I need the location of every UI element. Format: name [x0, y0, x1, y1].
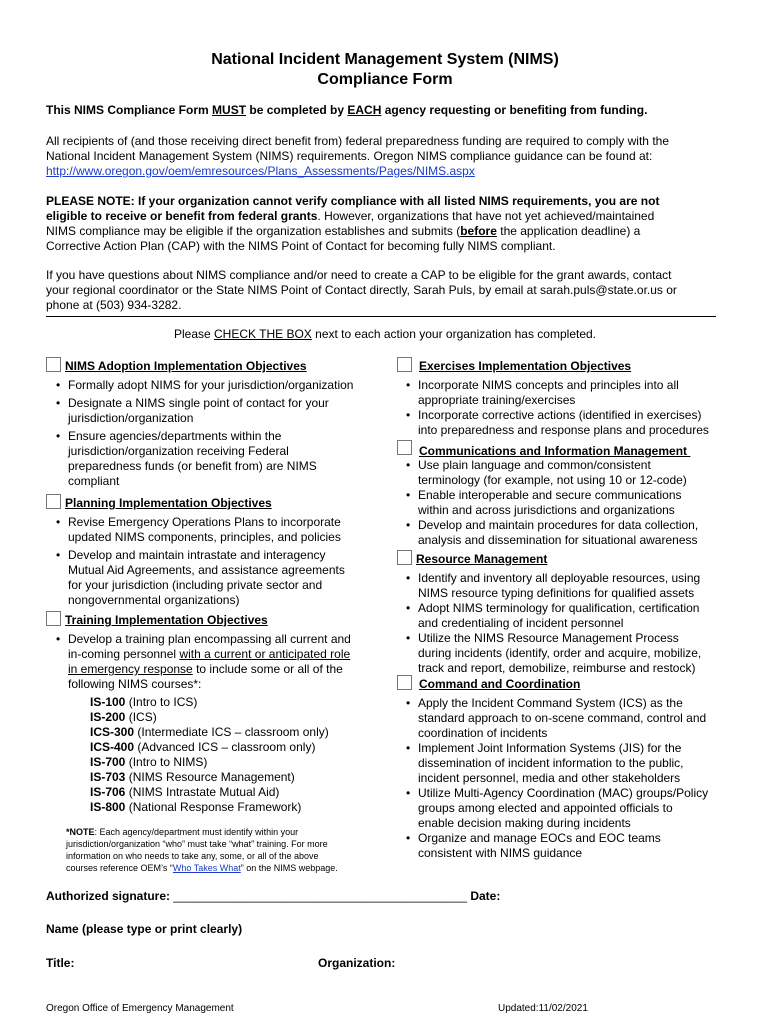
- form-title-line2: Compliance Form: [317, 71, 453, 88]
- exercises-heading: Exercises Implementation Objectives: [419, 359, 632, 373]
- resource-heading: Resource Management: [416, 552, 548, 566]
- training-note: *NOTE: Each agency/department must identify within your jurisdiction/organization “who” must take “what” training. For more information on who needs to take any, some, or all of the above courses reference OEM’s “Who Takes What” on the NIMS webpage.: [66, 827, 338, 873]
- list-item: • Utilize Multi-Agency Coordination (MAC) groups/Policy groups among elected and appointed officials to enable decision making during incidents: [404, 786, 734, 831]
- name-label: Name (please type or print clearly): [46, 922, 243, 936]
- please-note-paragraph: PLEASE NOTE: If your organization cannot verify compliance with all listed NIMS requirements, you are not eligible to receive or benefit from federal grants. However, organizations that have not yet achieved/maintained NIMS compliance may be eligible if the organization establishes and submits (before the application deadline) a Corrective Action Plan (CAP) with the NIMS Point of Contact for becoming fully NIMS compliant.: [46, 194, 660, 253]
- list-item: • Ensure agencies/departments within the jurisdiction/organization receiving Federal preparedness funds (or benefit from) are NIMS compliant: [54, 429, 384, 489]
- list-item: • Revise Emergency Operations Plans to incorporate updated NIMS components, principles, and policies: [54, 515, 384, 545]
- list-item: • Utilize the NIMS Resource Management Process during incidents (identify, order and acquire, mobilize, track and report, demobilize, reimburse and restock): [404, 631, 734, 676]
- list-item: • Develop and maintain intrastate and interagency Mutual Aid Agreements, and assistance agreements for your jurisdiction (including private sector and nongovernmental organizations): [54, 548, 384, 608]
- signature-line[interactable]: ____________________________________________: [173, 889, 467, 903]
- adoption-heading: NIMS Adoption Implementation Objectives: [65, 359, 307, 373]
- nims-guidance-link[interactable]: http://www.oregon.gov/oem/emresources/Plans_Assessments/Pages/NIMS.aspx: [46, 164, 475, 178]
- form-title-line1: National Incident Management System (NIMS): [211, 51, 559, 68]
- course-item: IS-100 (Intro to ICS): [90, 695, 198, 709]
- course-item: ICS-400 (Advanced ICS – classroom only): [90, 740, 316, 754]
- list-item: • Designate a NIMS single point of contact for your jurisdiction/organization: [54, 396, 384, 426]
- footer-agency: Oregon Office of Emergency Management: [46, 1003, 234, 1014]
- command-heading: Command and Coordination: [419, 677, 581, 691]
- resource-list: [404, 571, 734, 676]
- funding-paragraph: All recipients of (and those receiving direct benefit from) federal preparedness funding are required to comply with the National Incident Management System (NIMS) requirements. Oregon NIMS compliance guidance can be found at: http://www.oregon.gov/oem/emresources/Plans_Assessments/Pages/NIMS.aspx: [46, 134, 669, 178]
- exercises-checkbox[interactable]: [397, 357, 412, 372]
- course-item: ICS-300 (Intermediate ICS – classroom only): [90, 725, 329, 739]
- communications-heading: Communications and Information Management: [419, 444, 691, 458]
- training-list: [54, 632, 384, 692]
- adoption-checkbox[interactable]: [46, 357, 61, 372]
- contact-paragraph: If you have questions about NIMS compliance and/or need to create a CAP to be eligible for the grant awards, contact your regional coordinator or the State NIMS Point of Contact directly, Sarah Puls, by email at sarah.puls@state.or.us or phone at (503) 934-3282.: [46, 268, 677, 312]
- command-checkbox[interactable]: [397, 675, 412, 690]
- planning-list: [54, 515, 384, 608]
- intro-statement: This NIMS Compliance Form MUST be completed by EACH agency requesting or benefiting from funding.: [46, 103, 648, 117]
- title-label: Title:: [46, 956, 75, 970]
- communications-checkbox[interactable]: [397, 440, 412, 455]
- training-heading: Training Implementation Objectives: [65, 613, 268, 627]
- course-item: IS-703 (NIMS Resource Management): [90, 770, 295, 784]
- communications-list: [404, 458, 734, 548]
- course-list: [90, 695, 329, 815]
- list-item: • Adopt NIMS terminology for qualification, certification and credentialing of incident personnel: [404, 601, 734, 631]
- training-checkbox[interactable]: [46, 611, 61, 626]
- adoption-list: [54, 378, 384, 489]
- list-item: • Incorporate NIMS concepts and principles into all appropriate training/exercises: [404, 378, 734, 408]
- list-item: • Enable interoperable and secure communications within and across jurisdictions and organizations: [404, 488, 734, 518]
- list-item: • Apply the Incident Command System (ICS) as the standard approach to on-scene command, control and coordination of incidents: [404, 696, 734, 741]
- exercises-list: [404, 378, 734, 438]
- list-item: • Develop and maintain procedures for data collection, analysis and dissemination for situational awareness: [404, 518, 734, 548]
- who-takes-what-link[interactable]: Who Takes What: [172, 863, 241, 873]
- divider: [46, 316, 716, 317]
- course-item: IS-700 (Intro to NIMS): [90, 755, 208, 769]
- list-item: • Incorporate corrective actions (identified in exercises) into preparedness and response plans and procedures: [404, 408, 734, 438]
- list-item: • Implement Joint Information Systems (JIS) for the dissemination of incident information to the public, incident personnel, media and other stakeholders: [404, 741, 734, 786]
- list-item: • Formally adopt NIMS for your jurisdiction/organization: [54, 378, 384, 393]
- list-item: • Use plain language and common/consistent terminology (for example, not using 10 or 12-code): [404, 458, 734, 488]
- organization-label: Organization:: [318, 956, 396, 970]
- course-item: IS-706 (NIMS Intrastate Mutual Aid): [90, 785, 280, 799]
- list-item: • Identify and inventory all deployable resources, using NIMS resource typing definitions for qualified assets: [404, 571, 734, 601]
- list-item: • Develop a training plan encompassing all current and in-coming personnel with a current or anticipated role in emergency response to include some or all of the following NIMS courses*:: [54, 632, 384, 692]
- resource-checkbox[interactable]: [397, 550, 412, 565]
- planning-heading: Planning Implementation Objectives: [65, 496, 272, 510]
- planning-checkbox[interactable]: [46, 494, 61, 509]
- footer-updated: Updated:11/02/2021: [498, 1003, 588, 1014]
- signature-row: Authorized signature: ____________________________________________ Date:: [46, 889, 501, 903]
- list-item: • Organize and manage EOCs and EOC teams consistent with NIMS guidance: [404, 831, 734, 861]
- check-box-instruction: Please CHECK THE BOX next to each action your organization has completed.: [173, 327, 597, 341]
- course-item: IS-200 (ICS): [90, 710, 157, 724]
- command-list: [404, 696, 734, 861]
- course-item: IS-800 (National Response Framework): [90, 800, 302, 814]
